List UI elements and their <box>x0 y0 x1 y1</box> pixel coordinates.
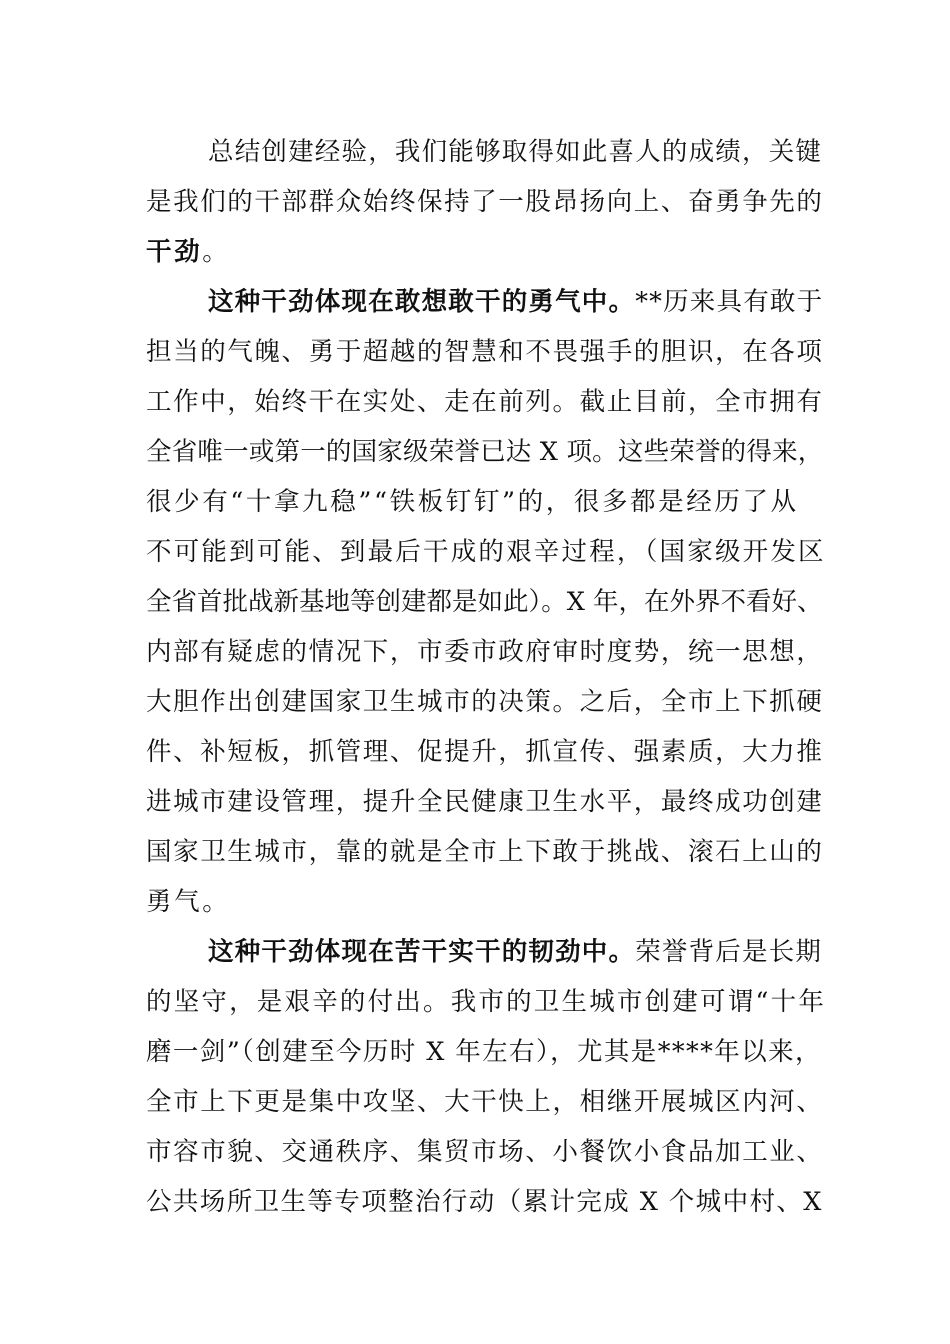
line-text: 公共场所卫生等专项整治行动（累计完成 X 个城中村、X <box>146 1187 823 1217</box>
line-text: 市容市貌、交通秩序、集贸市场、小餐饮小食品加工业、 <box>146 1137 824 1167</box>
line-text: 全市上下更是集中攻坚、大干快上，相继开展城区内河、 <box>146 1087 824 1117</box>
line-text: 进城市建设管理，提升全民健康卫生水平，最终成功创建 <box>146 787 824 817</box>
paragraph-2-line-13 <box>146 884 826 920</box>
paragraph-heading: 这种干劲体现在苦干实干的韧劲中。 <box>208 937 636 967</box>
paragraph-3-heading-line <box>208 934 826 970</box>
bold-term: 干劲 <box>146 237 203 267</box>
line-text: 担当的气魄、勇于超越的智慧和不畏强手的胆识，在各项 <box>146 337 824 367</box>
paragraph-3-line-5 <box>146 1134 826 1170</box>
paragraph-3-line-6 <box>146 1184 826 1220</box>
line-text: 的坚守，是艰辛的付出。我市的卫生城市创建可谓“十年 <box>146 987 827 1017</box>
paragraph-2-line-8 <box>146 634 826 670</box>
line-text: 国家卫生城市，靠的就是全市上下敢于挑战、滚石上山的 <box>146 837 824 867</box>
paragraph-2-line-6 <box>146 534 826 570</box>
paragraph-2-line-5 <box>146 484 826 520</box>
line-text: 件、补短板，抓管理、促提升，抓宣传、强素质，大力推 <box>146 737 824 767</box>
paragraph-2-line-11 <box>146 784 826 820</box>
paragraph-1-line-1 <box>208 134 826 170</box>
line-text: 全省首批战新基地等创建都是如此）。X 年，在外界不看好、 <box>146 587 823 617</box>
paragraph-2-line-9 <box>146 684 826 720</box>
line-text: 内部有疑虑的情况下，市委市政府审时度势，统一思想， <box>146 637 824 667</box>
line-text: 工作中，始终干在实处、走在前列。截止目前，全市拥有 <box>146 387 824 417</box>
paragraph-3-line-3 <box>146 1034 826 1070</box>
line-text: **历来具有敢于 <box>635 287 824 317</box>
paragraph-1-line-3 <box>146 234 826 270</box>
paragraph-heading: 这种干劲体现在敢想敢干的勇气中。 <box>208 287 636 317</box>
paragraph-3-line-4 <box>146 1084 826 1120</box>
line-text: 总结创建经验，我们能够取得如此喜人的成绩，关键 <box>208 137 823 167</box>
line-text: 很少有“十拿九稳”“铁板钉钉”的，很多都是经历了从 <box>146 487 799 517</box>
paragraph-2-line-4 <box>146 434 826 470</box>
line-text: 磨一剑”（创建至今历时 X 年左右），尤其是****年以来， <box>146 1037 822 1067</box>
paragraph-1-line-2 <box>146 184 826 220</box>
line-text: 勇气。 <box>146 887 231 917</box>
paragraph-3-line-2 <box>146 984 826 1020</box>
paragraph-2-heading-line <box>208 284 826 320</box>
paragraph-2-line-10 <box>146 734 826 770</box>
paragraph-2-line-3 <box>146 384 826 420</box>
line-text: 。 <box>202 237 231 267</box>
line-text: 不可能到可能、到最后干成的艰辛过程，（国家级开发区 <box>146 537 826 567</box>
line-text: 全省唯一或第一的国家级荣誉已达 X 项。这些荣誉的得来， <box>146 437 824 467</box>
line-text: 荣誉背后是长期 <box>635 937 823 967</box>
paragraph-2-line-2 <box>146 334 826 370</box>
paragraph-2-line-12 <box>146 834 826 870</box>
paragraph-2-line-7 <box>146 584 826 620</box>
line-text: 是我们的干部群众始终保持了一股昂扬向上、奋勇争先的 <box>146 187 824 217</box>
line-text: 大胆作出创建国家卫生城市的决策。之后，全市上下抓硬 <box>146 687 824 717</box>
